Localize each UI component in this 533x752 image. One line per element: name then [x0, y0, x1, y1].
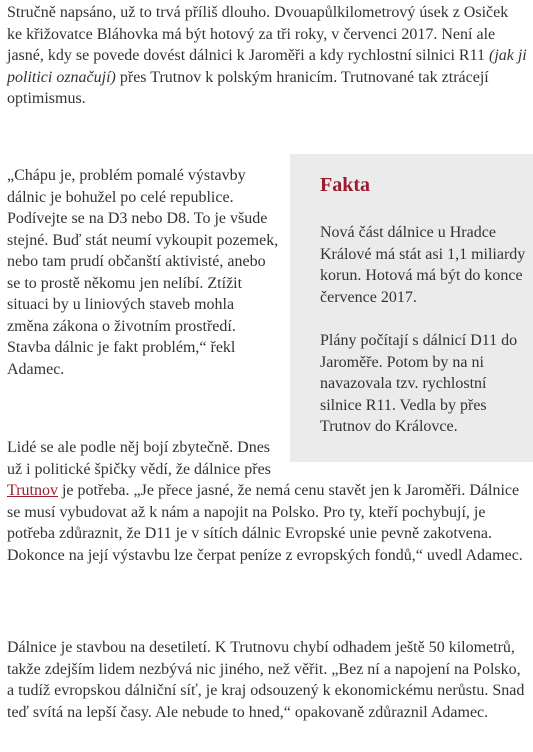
facts-box-title: Fakta [320, 174, 370, 196]
paragraph-3 [7, 437, 527, 566]
facts-box [290, 154, 533, 462]
facts-box-item-1: Nová část dálnice u Hradce Králové má stát asi 1,1 miliardy korun. Hotová má být do konce července 2017. [320, 224, 526, 306]
paragraph-2: „Chápu je, problém pomalé výstavby dálnic je bohužel po celé republice. Podívejte se na D3 nebo D8. To je všude stejné. Buď stát neumí vykoupit pozemek, nebo tam prudí občanští aktivisté, anebo se to prostě někomu jen nelíbí. Ztížit situaci by u liniových staveb mohla změna zákona o životním prostředí. Stavba dálnic je fakt problém,“ řekl Adamec. [7, 167, 279, 378]
trutnov-link[interactable]: Trutnov [7, 482, 58, 499]
paragraph-3-lead: Lidé se ale podle něj bojí zbytečně. Dnes už i politické špičky vědí, že dálnice přes [7, 439, 271, 478]
paragraph-1-text: Stručně napsáno, už to trvá příliš dlouho. Dvouapůlkilometrový úsek z Osiček ke křižovatce Bláhovka má být hotový za tři roky, v červenci 2017. Není ale jasné, kdy se povede dovést dálnici k Jaroměři a kdy rychlostní silnici R11 [7, 4, 509, 64]
paragraph-3-rest: je potřeba. „Je přece jasné, že nemá cenu stavět jen k Jaroměři. Dálnice se musí vybudovat až k nám a napojit na Polsko. Pro ty, kteří pochybují, je potřeba zdůraznit, že D11 je v sítích dálnic Evropské unie pevně zakotvena. Dokonce na její výstavbu lze čerpat peníze z evropských fondů,“ uvedl Adamec. [7, 482, 523, 564]
paragraph-1 [7, 2, 527, 110]
paragraph-1-emphasis: (jak ji politici označují) [7, 47, 527, 86]
paragraph-4: Dálnice je stavbou na desetiletí. K Trutnovu chybí odhadem ještě 50 kilometrů, takže zdejším lidem nezbývá nic jiného, než věřit. „Bez ní a napojení na Polsko, a tudíž evropskou dálniční síť, je kraj odsouzený k ekonomickému nerůstu. Snad teď svítá na lepší časy. Ale nebude to hned,“ opakovaně zdůraznil Adamec. [7, 639, 525, 721]
paragraph-1-end: přes Trutnov k polským hranicím. Trutnované tak ztrácejí optimismus. [7, 68, 489, 107]
facts-box-item-2: Plány počítají s dálnicí D11 do Jaroměře. Potom by na ni navazovala tzv. rychlostní silnice R11. Vedla by přes Trutnov do Královce. [320, 332, 518, 435]
